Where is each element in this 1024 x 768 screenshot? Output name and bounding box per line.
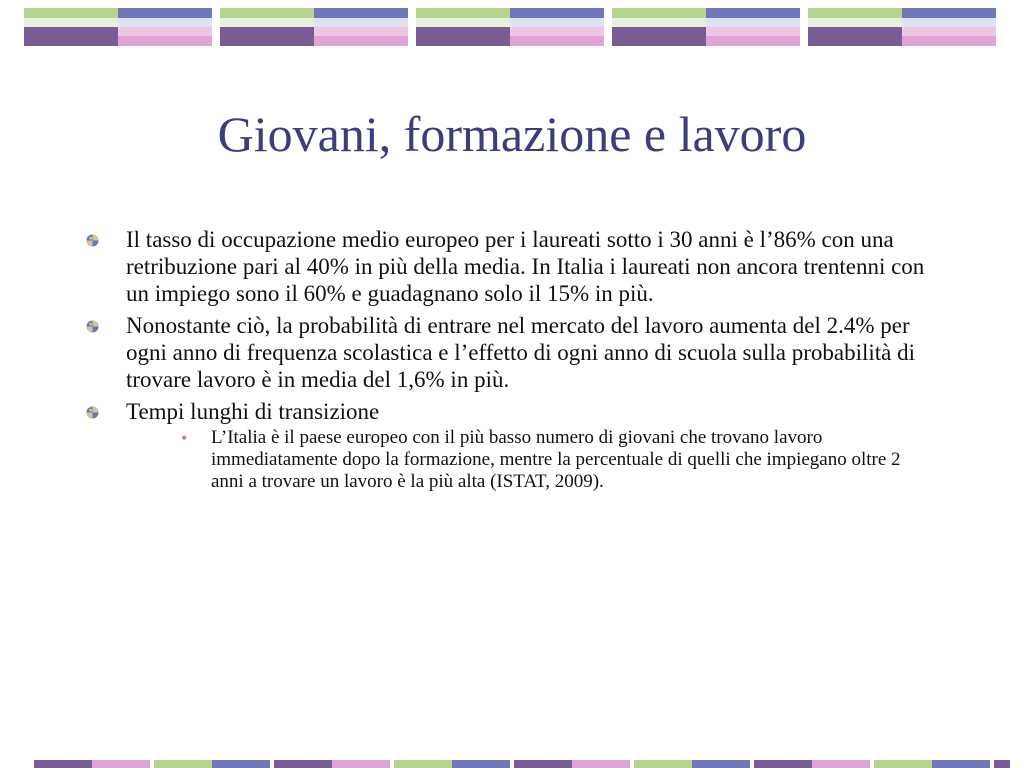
bullet-item <box>86 398 926 493</box>
banner-stripe <box>572 760 630 768</box>
banner-stripe <box>808 36 902 46</box>
banner-stripe <box>612 36 706 46</box>
banner-stripe <box>24 36 118 46</box>
banner-stripe <box>808 8 902 18</box>
banner-group <box>220 8 408 46</box>
banner-stripe <box>314 36 408 46</box>
banner-stripe <box>510 36 604 46</box>
banner-stripe <box>932 760 990 768</box>
bullet-text: Il tasso di occupazione medio europeo per i laureati sotto i 30 anni è l’86% con una retribuzione pari al 40% in più della media. In Italia i laureati non ancora trentenni con un impiego sono il 60% e guadagnano solo il 15% in più. <box>126 227 925 306</box>
banner-stripe <box>314 8 408 18</box>
top-decorative-band <box>0 0 1024 52</box>
banner-stripe <box>416 36 510 46</box>
banner-stripe <box>394 760 452 768</box>
banner-stripe <box>34 760 92 768</box>
banner-stripe <box>332 760 390 768</box>
banner-stripe <box>902 8 996 18</box>
banner-group <box>416 8 604 46</box>
banner-stripe <box>212 760 270 768</box>
banner-stripe <box>874 760 932 768</box>
banner-stripe <box>634 760 692 768</box>
banner-stripe <box>24 8 118 18</box>
bullet-sphere-icon <box>86 234 99 247</box>
banner-stripe <box>706 36 800 46</box>
sub-bullet-item <box>126 427 926 493</box>
slide-content <box>86 226 926 498</box>
banner-stripe <box>812 760 870 768</box>
banner-stripe <box>118 8 212 18</box>
banner-stripe <box>154 760 212 768</box>
bullet-item <box>86 226 926 307</box>
bullet-item <box>86 312 926 393</box>
slide-title: Giovani, formazione e lavoro <box>217 106 807 162</box>
banner-stripe <box>902 36 996 46</box>
banner-stripe <box>754 760 812 768</box>
banner-stripe <box>612 8 706 18</box>
banner-group <box>24 8 212 46</box>
sub-bullet-dot-icon: • <box>181 428 188 448</box>
banner-stripe <box>416 8 510 18</box>
bullet-sphere-icon <box>86 406 99 419</box>
bullet-text: Nonostante ciò, la probabilità di entrare nel mercato del lavoro aumenta del 2.4% per ogni anno di frequenza scolastica e l’effetto di ogni anno di scuola sulla probabilità di trovare lavoro è in media del 1,6% in più. <box>126 313 916 392</box>
banner-stripe <box>994 760 1010 768</box>
bullet-text: Tempi lunghi di transizione <box>126 399 380 424</box>
bullet-sphere-icon <box>86 320 99 333</box>
banner-stripe <box>514 760 572 768</box>
bottom-decorative-band <box>0 756 1024 768</box>
banner-stripe <box>220 36 314 46</box>
banner-stripe <box>452 760 510 768</box>
banner-group <box>612 8 800 46</box>
banner-stripe <box>92 760 150 768</box>
banner-group <box>808 8 996 46</box>
sub-bullet-text: L’Italia è il paese europeo con il più basso numero di giovani che trovano lavoro immediatamente dopo la formazione, mentre la percentuale di quelli che impiegano oltre 2 anni a trovare un lavoro è la più alta (ISTAT, 2009). <box>211 427 901 492</box>
banner-stripe <box>274 760 332 768</box>
banner-stripe <box>692 760 750 768</box>
banner-stripe <box>220 8 314 18</box>
banner-stripe <box>510 8 604 18</box>
banner-stripe <box>118 36 212 46</box>
banner-stripe <box>706 8 800 18</box>
